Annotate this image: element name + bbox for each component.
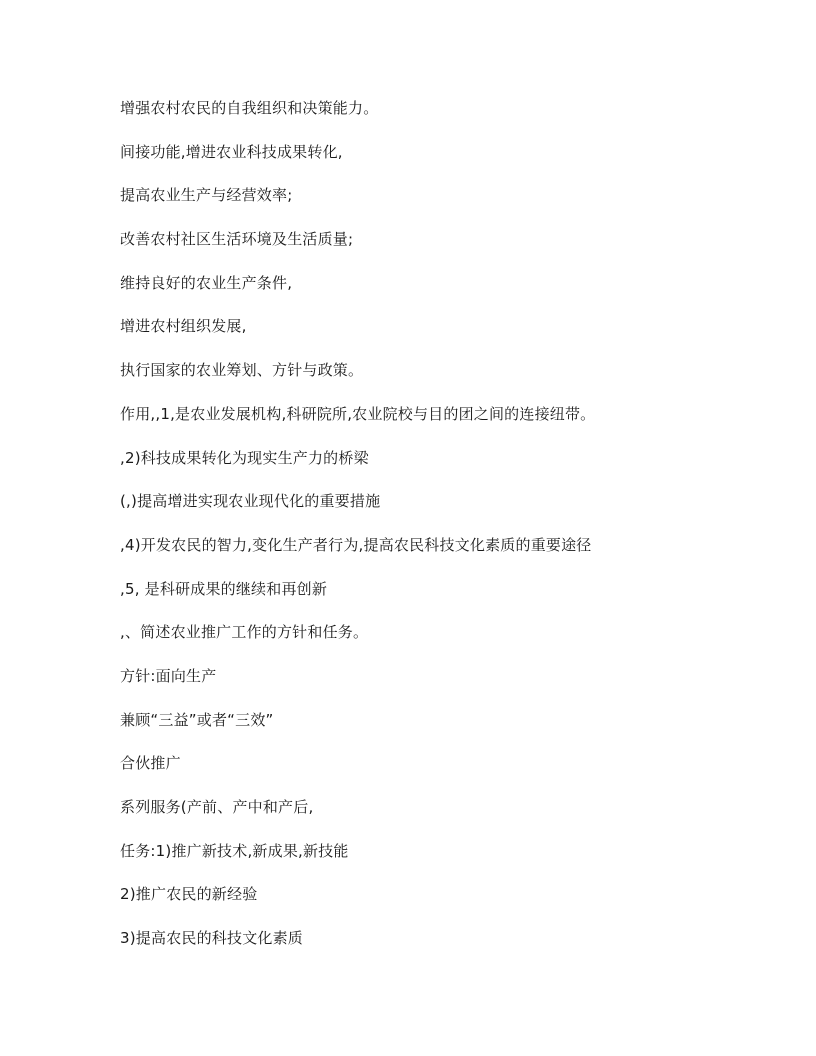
text-line: 增强农村农民的自我组织和决策能力。 bbox=[120, 99, 379, 117]
text-line: 3)提高农民的科技文化素质 bbox=[120, 929, 303, 948]
text-line: ,4)开发农民的智力,变化生产者行为,提高农民科技文化素质的重要途径 bbox=[120, 535, 592, 554]
text-line: 提高农业生产与经营效率; bbox=[120, 186, 293, 205]
text-line: 执行国家的农业筹划、方针与政策。 bbox=[120, 361, 364, 380]
text-line: ,5, 是科研成果的继续和再创新 bbox=[120, 579, 328, 598]
text-line: ,、简述农业推广工作的方针和任务。 bbox=[120, 623, 369, 642]
text-line: 2)推广农民的新经验 bbox=[120, 885, 258, 904]
document-body bbox=[120, 96, 720, 970]
text-line: 增进农村组织发展, bbox=[120, 317, 247, 336]
text-line: 兼顾“三益”或者“三效” bbox=[120, 710, 274, 729]
text-line: 维持良好的农业生产条件, bbox=[120, 273, 293, 292]
text-line: ,2)科技成果转化为现实生产力的桥梁 bbox=[120, 448, 369, 467]
text-line: 任务:1)推广新技术,新成果,新技能 bbox=[120, 841, 349, 860]
text-line: 间接功能,增进农业科技成果转化, bbox=[120, 142, 343, 161]
text-line: 方针:面向生产 bbox=[120, 666, 217, 685]
text-line: 改善农村社区生活环境及生活质量; bbox=[120, 230, 354, 249]
text-line: 作用,,1,是农业发展机构,科研院所,农业院校与目的团之间的连接纽带。 bbox=[120, 404, 596, 423]
text-line: 系列服务(产前、产中和产后, bbox=[120, 798, 314, 816]
text-line: (,)提高增进实现农业现代化的重要措施 bbox=[120, 492, 381, 511]
text-line: 合伙推广 bbox=[120, 754, 181, 773]
